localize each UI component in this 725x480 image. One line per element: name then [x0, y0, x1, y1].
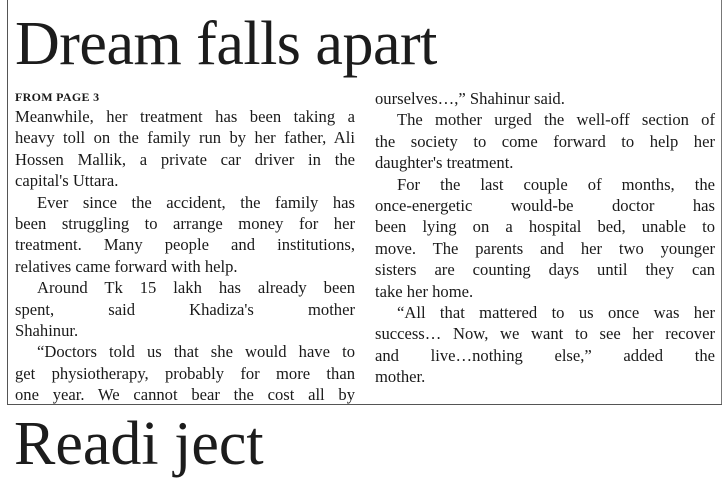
text-line: Meanwhile, her treatment has been taking a [15, 107, 355, 126]
text-line: “All that mattered to us once was her [397, 302, 715, 322]
text-line: treatment. Many people and institutions, [15, 235, 355, 255]
text-line: “Doctors told us that she would have to [37, 342, 355, 362]
text-line: For the last couple of months, the [397, 174, 715, 194]
text-line: get physiotherapy, probably for more than [15, 363, 355, 383]
text-line: sisters are counting days until they can [375, 260, 715, 280]
text-line: The mother urged the well-off section of [397, 110, 715, 130]
text-line: daughter's treatment. [375, 153, 514, 173]
text-line: success… Now, we want to see her recover [375, 324, 715, 344]
text-line: Hossen Mallik, a private car driver in the [15, 149, 355, 169]
text-line: ourselves…,” Shahinur said. [375, 89, 565, 108]
column-rule-left [7, 0, 8, 405]
text-line: Shahinur. [15, 320, 79, 340]
text-line: heavy toll on the family run by her father, Ali [15, 128, 355, 148]
text-line: been lying on a hospital bed, unable to [375, 217, 715, 237]
text-line: move. The parents and her two younger [375, 238, 715, 258]
text-line: mother. [375, 367, 426, 387]
text-line: Ever since the accident, the family has [37, 192, 355, 212]
article-column-right [375, 88, 715, 387]
text-line: the society to come forward to help her [375, 131, 715, 151]
text-line: been struggling to arrange money for her [15, 213, 355, 233]
article-column-left [15, 106, 355, 405]
text-line: capital's Uttara. [15, 171, 119, 191]
article-headline: Dream falls apart [15, 10, 437, 78]
text-line: one year. We cannot bear the cost all by [15, 385, 355, 405]
text-line: spent, said Khadiza's mother [15, 299, 355, 319]
next-article-headline-partial: Readi ject [14, 410, 264, 478]
text-line: once-energetic would-be doctor has [375, 195, 715, 215]
text-line: Around Tk 15 lakh has already been [37, 278, 355, 298]
text-line: take her home. [375, 281, 474, 301]
column-rule-right [721, 0, 722, 405]
text-line: relatives came forward with help. [15, 256, 238, 276]
text-line: and live…nothing else,” added the [375, 345, 715, 365]
jump-label: FROM PAGE 3 [15, 90, 100, 104]
